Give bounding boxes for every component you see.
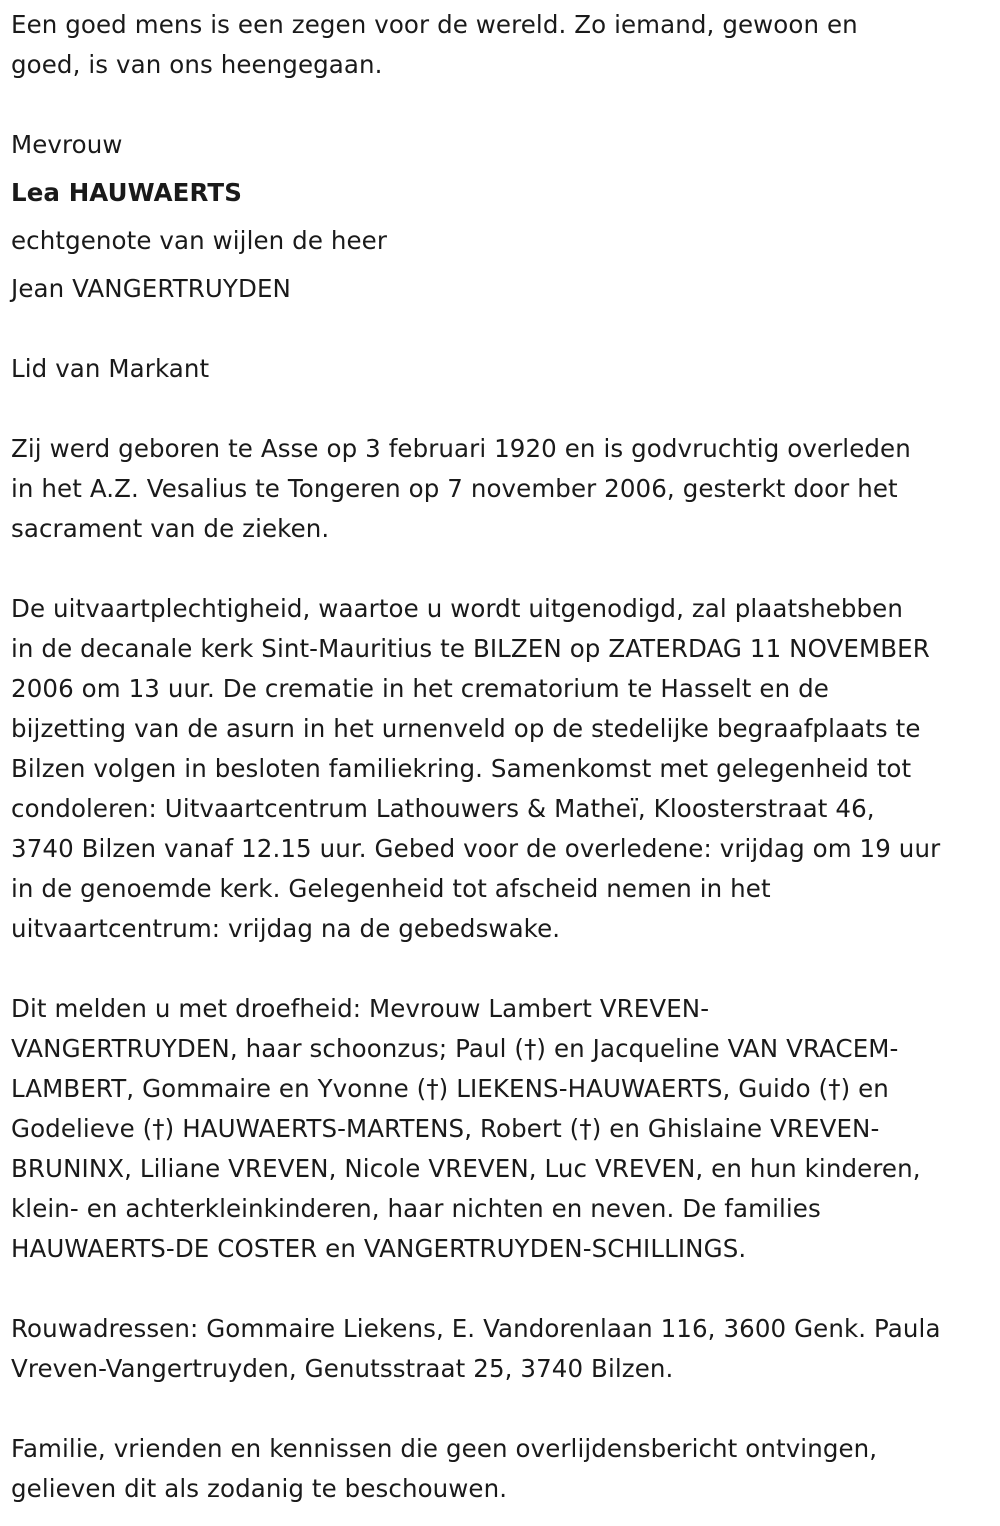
text-line: Een goed mens is een zegen voor de wereld. Zo iemand, gewoon en bbox=[11, 10, 858, 39]
addresses-paragraph bbox=[11, 1309, 996, 1389]
text-line: Bilzen volgen in besloten familiekring. Samenkomst met gelegenheid tot bbox=[11, 754, 912, 783]
closing-paragraph bbox=[11, 1429, 996, 1509]
text-line: Rouwadressen: Gommaire Liekens, E. Vandorenlaan 116, 3600 Genk. Paula bbox=[11, 1314, 941, 1343]
text-line: Dit melden u met droefheid: Mevrouw Lambert VREVEN- bbox=[11, 994, 710, 1023]
birth-death-paragraph bbox=[11, 429, 996, 549]
text-line: klein- en achterkleinkinderen, haar nichten en neven. De families bbox=[11, 1194, 821, 1223]
text-line: Zij werd geboren te Asse op 3 februari 1920 en is godvruchtig overleden bbox=[11, 434, 911, 463]
text-line: HAUWAERTS-DE COSTER en VANGERTRUYDEN-SCHILLINGS. bbox=[11, 1234, 747, 1263]
text-line: BRUNINX, Liliane VREVEN, Nicole VREVEN, Luc VREVEN, en hun kinderen, bbox=[11, 1154, 921, 1183]
text-line: in het A.Z. Vesalius te Tongeren op 7 november 2006, gesterkt door het bbox=[11, 474, 898, 503]
text-line: 2006 om 13 uur. De crematie in het crematorium te Hasselt en de bbox=[11, 674, 829, 703]
funeral-paragraph bbox=[11, 589, 996, 949]
text-line: uitvaartcentrum: vrijdag na de gebedswake. bbox=[11, 914, 561, 943]
text-line: sacrament van de zieken. bbox=[11, 514, 330, 543]
relation-text: echtgenote van wijlen de heer bbox=[11, 226, 388, 255]
text-line: in de genoemde kerk. Gelegenheid tot afscheid nemen in het bbox=[11, 874, 771, 903]
intro-paragraph bbox=[11, 5, 996, 85]
text-line: Vreven-Vangertruyden, Genutsstraat 25, 3740 Bilzen. bbox=[11, 1354, 674, 1383]
text-line: bijzetting van de asurn in het urnenveld op de stedelijke begraafplaats te bbox=[11, 714, 921, 743]
honorific: Mevrouw bbox=[11, 130, 123, 159]
text-line: 3740 Bilzen vanaf 12.15 uur. Gebed voor de overledene: vrijdag om 19 uur bbox=[11, 834, 941, 863]
deceased-name: Lea HAUWAERTS bbox=[11, 178, 242, 207]
text-line: Godelieve (†) HAUWAERTS-MARTENS, Robert (†) en Ghislaine VREVEN- bbox=[11, 1114, 880, 1143]
text-line: LAMBERT, Gommaire en Yvonne (†) LIEKENS-HAUWAERTS, Guido (†) en bbox=[11, 1074, 889, 1103]
text-line: gelieven dit als zodanig te beschouwen. bbox=[11, 1474, 508, 1503]
text-line: goed, is van ons heengegaan. bbox=[11, 50, 383, 79]
family-paragraph bbox=[11, 989, 996, 1269]
text-line: De uitvaartplechtigheid, waartoe u wordt uitgenodigd, zal plaatshebben bbox=[11, 594, 903, 623]
text-line: Familie, vrienden en kennissen die geen overlijdensbericht ontvingen, bbox=[11, 1434, 878, 1463]
membership: Lid van Markant bbox=[11, 354, 210, 383]
text-line: in de decanale kerk Sint-Mauritius te BILZEN op ZATERDAG 11 NOVEMBER bbox=[11, 634, 930, 663]
text-line: condoleren: Uitvaartcentrum Lathouwers & Matheï, Kloosterstraat 46, bbox=[11, 794, 875, 823]
spouse-name: Jean VANGERTRUYDEN bbox=[11, 274, 291, 303]
text-line: VANGERTRUYDEN, haar schoonzus; Paul (†) en Jacqueline VAN VRACEM- bbox=[11, 1034, 899, 1063]
